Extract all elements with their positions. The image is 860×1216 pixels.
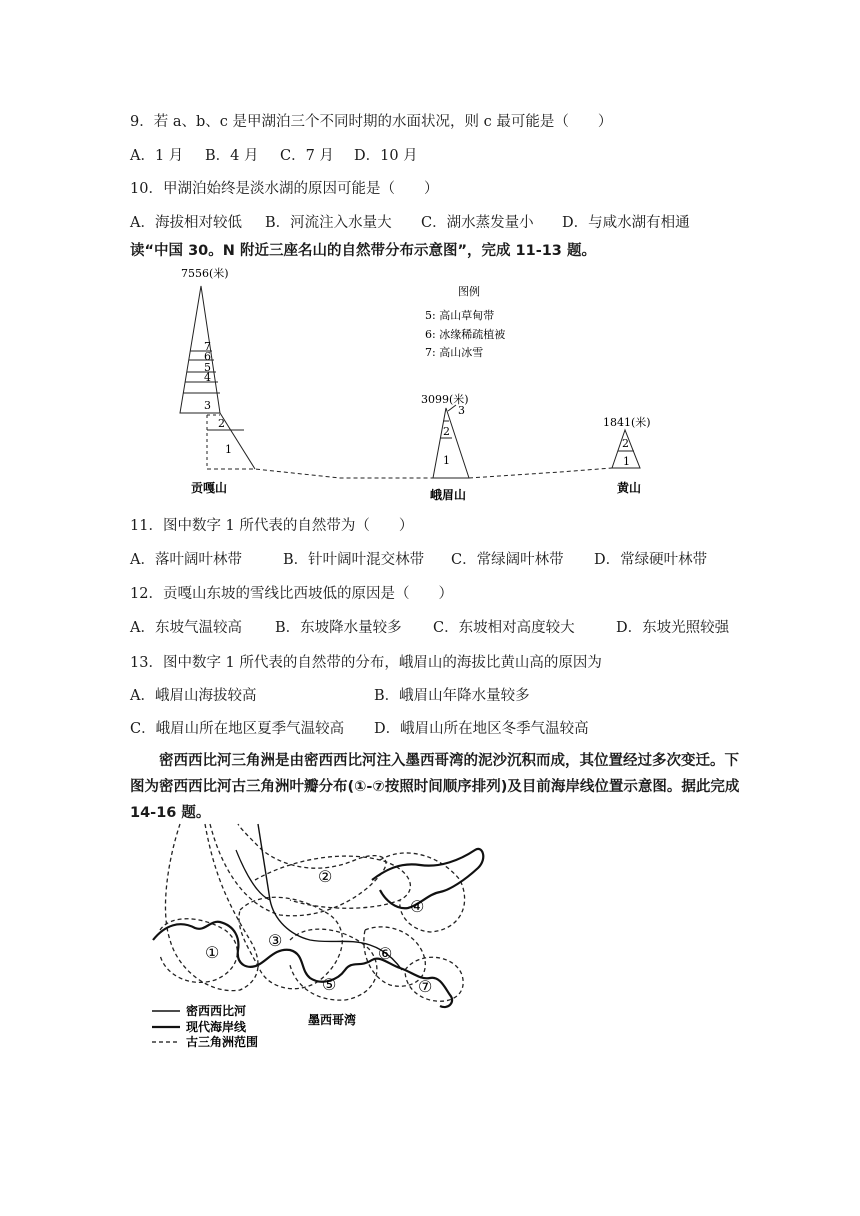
legend-coastline: 现代海岸线 [186,1020,247,1034]
q10-option-a: A．海拔相对较低 [130,215,242,231]
q10-stem: 10．甲湖泊始终是淡水湖的原因可能是（ ） [130,181,439,197]
lobe-label-6: ⑥ [378,944,393,963]
q12-option-b: B．东坡降水量较多 [275,620,402,636]
q11-option-a: A．落叶阔叶林带 [130,552,242,568]
q11-option-b: B．针叶阔叶混交林带 [283,552,425,568]
lobe-label-5: ⑤ [322,975,337,994]
legend-item-6: 6: 冰缘稀疏植被 [425,328,506,341]
huangshan-zone-1: 1 [623,455,630,468]
q12-option-a: A．东坡气温较高 [130,620,242,636]
emei-height-label: 3099(米) [421,393,469,406]
lobe-label-2: ② [318,867,333,886]
emei-name: 峨眉山 [430,488,467,502]
gongga-zone-7: 7 [204,340,211,353]
q11-option-c: C．常绿阔叶林带 [451,552,564,568]
q11-stem: 11．图中数字 1 所代表的自然带为（ ） [130,518,414,534]
gongga-height-label: 7556(米) [181,267,229,280]
lobe-label-3: ③ [268,931,283,950]
gongga-zone-6: 6 [204,350,211,363]
legend-item-7: 7: 高山冰雪 [425,346,484,359]
q13-option-c: C．峨眉山所在地区夏季气温较高 [130,721,345,737]
q12-option-d: D．东坡光照较强 [616,620,730,636]
intro-14-16: 密西西比河三角洲是由密西西比河注入墨西哥湾的泥沙沉积而成，其位置经过多次变迁。下图为密西西比河古三角洲叶瓣分布(①-⑦按照时间顺序排列)及目前海岸线位置示意图。据此完成 14-16 题。 [130,753,740,821]
emei-zone-2: 2 [443,425,450,438]
legend-item-5: 5: 高山草甸带 [425,309,495,322]
emei-zone-1: 1 [443,454,450,467]
q12-option-c: C．东坡相对高度较大 [433,620,575,636]
legend-river: 密西西比河 [186,1004,247,1018]
q9-stem: 9．若 a、b、c 是甲湖泊三个不同时期的水面状况，则 c 最可能是（ ） [130,114,613,130]
q9-option-c: C．7 月 [280,148,334,164]
q9-option-b: B．4 月 [205,148,259,164]
q10-option-b: B．河流注入水量大 [265,215,392,231]
gongga-name: 贡嘎山 [191,481,228,495]
q13-stem: 13．图中数字 1 所代表的自然带的分布，峨眉山的海拔比黄山高的原因为 [130,655,602,671]
legend-ancient-delta: 古三角洲范围 [186,1035,259,1049]
q10-option-c: C．湖水蒸发量小 [421,215,534,231]
mountain-zone-figure [0,262,860,512]
legend-title: 图例 [458,285,480,298]
gongga-zone-2: 2 [218,417,225,430]
gulf-label: 墨西哥湾 [308,1013,357,1027]
gongga-zone-1: 1 [225,443,232,456]
lobe-label-1: ① [205,943,220,962]
q12-stem: 12．贡嘎山东坡的雪线比西坡低的原因是（ ） [130,586,453,602]
huangshan-name: 黄山 [617,481,642,495]
emei-zone-3: 3 [458,404,465,417]
q13-option-b: B．峨眉山年降水量较多 [374,688,530,704]
gongga-zone-5: 5 [204,361,211,374]
huangshan-height-label: 1841(米) [603,416,651,429]
gongga-zone-4: 4 [204,371,211,384]
q13-option-d: D．峨眉山所在地区冬季气温较高 [374,721,589,737]
huangshan-zone-2: 2 [622,437,629,450]
q10-option-d: D．与咸水湖有相通 [562,215,690,231]
intro-11-13: 读“中国 30。N 附近三座名山的自然带分布示意图”，完成 11-13 题。 [130,243,596,259]
lobe-label-7: ⑦ [418,977,433,996]
lobe-label-4: ④ [410,897,425,916]
gongga-zone-3: 3 [204,399,211,412]
q9-option-a: A．1 月 [130,148,184,164]
mississippi-delta-figure [0,820,860,1060]
q11-option-d: D．常绿硬叶林带 [594,552,708,568]
q13-option-a: A．峨眉山海拔较高 [130,688,257,704]
q9-option-d: D．10 月 [354,148,418,164]
